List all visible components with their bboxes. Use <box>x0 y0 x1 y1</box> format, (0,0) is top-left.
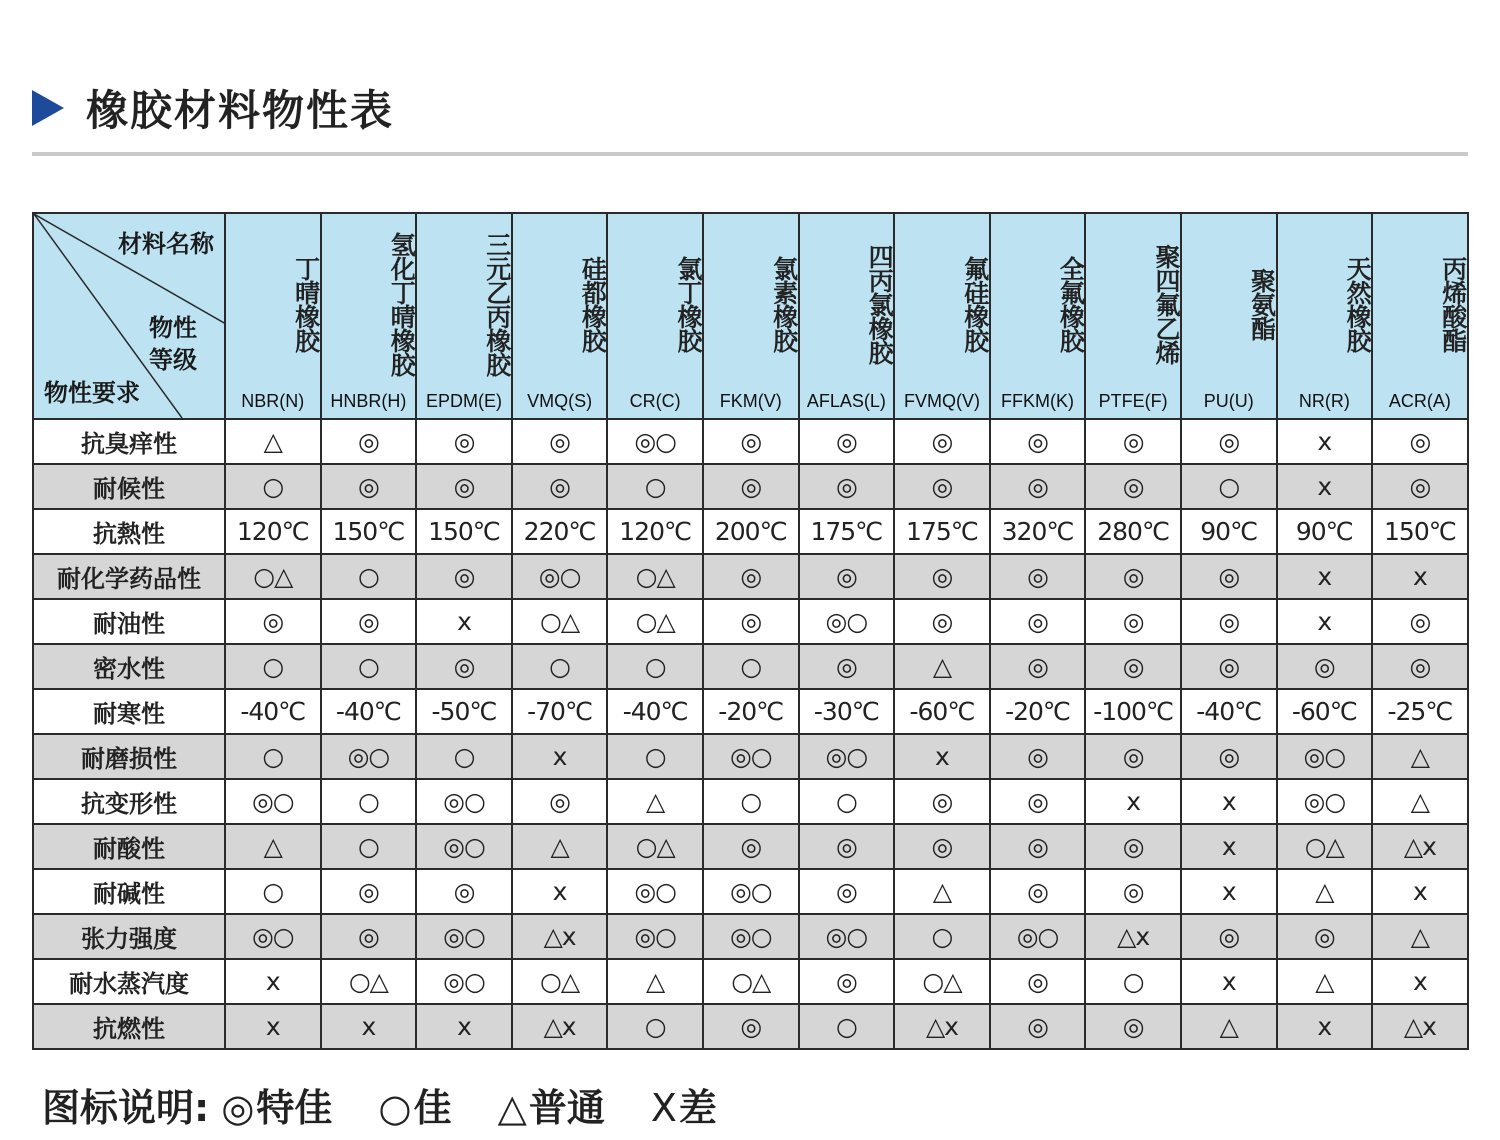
rating-cell: ○△ <box>607 824 703 869</box>
rating-cell: △ <box>894 644 990 689</box>
rating-cell: -40℃ <box>225 689 321 734</box>
rating-cell: ◎ <box>321 419 417 464</box>
rating-cell: ◎ <box>1085 419 1181 464</box>
rating-cell: ○△ <box>512 599 608 644</box>
rating-cell: ◎ <box>894 779 990 824</box>
rating-cell: ◎ <box>1085 1004 1181 1049</box>
rating-cell: △x <box>1372 1004 1468 1049</box>
rating-cell: ◎ <box>1085 824 1181 869</box>
material-code: AFLAS(L) <box>806 391 886 411</box>
rating-cell: ◎ <box>1085 464 1181 509</box>
corner-material-label: 材料名称 <box>118 230 214 258</box>
rating-cell: -40℃ <box>607 689 703 734</box>
rating-cell: ◎ <box>1181 734 1277 779</box>
rating-cell: ◎ <box>894 554 990 599</box>
rating-cell: x <box>1277 1004 1373 1049</box>
legend-item-poor <box>651 1077 717 1132</box>
property-label: 张力强度 <box>33 914 225 959</box>
rating-cell: ○ <box>607 464 703 509</box>
rating-cell: ◎ <box>416 419 512 464</box>
material-name: 四丙氯橡胶 <box>865 244 895 364</box>
rating-cell: 120℃ <box>607 509 703 554</box>
rating-cell: 220℃ <box>512 509 608 554</box>
material-name: 丙烯酸酯 <box>1438 256 1468 352</box>
rating-cell: ◎ <box>1372 644 1468 689</box>
rating-cell: ◎ <box>990 824 1086 869</box>
rating-cell: △ <box>225 824 321 869</box>
rating-cell: 150℃ <box>321 509 417 554</box>
rating-cell: x <box>321 1004 417 1049</box>
rating-cell: ◎○ <box>703 734 799 779</box>
rating-cell: ○△ <box>607 599 703 644</box>
table-row <box>33 959 1468 1004</box>
table-row <box>33 914 1468 959</box>
property-label: 耐碱性 <box>33 869 225 914</box>
rating-cell: ○ <box>703 779 799 824</box>
material-code: EPDM(E) <box>425 391 502 411</box>
property-label: 耐酸性 <box>33 824 225 869</box>
table-row <box>33 644 1468 689</box>
rating-cell: ○ <box>799 779 895 824</box>
property-label: 耐化学药品性 <box>33 554 225 599</box>
rating-cell: ◎ <box>1372 419 1468 464</box>
material-header-cell <box>512 213 608 419</box>
property-label: 密水性 <box>33 644 225 689</box>
table-row <box>33 464 1468 509</box>
material-code: PU(U) <box>1203 391 1254 411</box>
rating-cell: △x <box>1085 914 1181 959</box>
table-header-row <box>33 213 1468 419</box>
legend-item-excellent <box>221 1077 332 1132</box>
rating-cell: ◎ <box>990 554 1086 599</box>
rating-cell: x <box>416 1004 512 1049</box>
rating-cell: x <box>225 959 321 1004</box>
material-header-cell <box>1181 213 1277 419</box>
rating-cell: ◎ <box>799 644 895 689</box>
table-row <box>33 824 1468 869</box>
rating-cell: ○ <box>321 824 417 869</box>
rating-cell: 120℃ <box>225 509 321 554</box>
rating-cell: ◎ <box>1085 644 1181 689</box>
rating-cell: ◎ <box>894 464 990 509</box>
rating-cell: ◎ <box>512 419 608 464</box>
rating-cell: ◎○ <box>512 554 608 599</box>
material-code: ACR(A) <box>1388 391 1451 411</box>
rating-cell: x <box>1372 554 1468 599</box>
rating-cell: ○ <box>607 644 703 689</box>
property-label: 抗臭痒性 <box>33 419 225 464</box>
rating-cell: ◎○ <box>607 869 703 914</box>
legend-text: 佳 <box>413 1085 452 1130</box>
rating-cell: △ <box>607 779 703 824</box>
rating-cell: ○△ <box>225 554 321 599</box>
material-code: NR(R) <box>1298 391 1350 411</box>
rating-cell: ◎ <box>990 464 1086 509</box>
material-code: PTFE(F) <box>1098 391 1168 411</box>
rating-cell: ◎ <box>1085 734 1181 779</box>
corner-header-cell <box>33 213 225 419</box>
property-label: 抗熱性 <box>33 509 225 554</box>
rating-cell: ◎ <box>321 464 417 509</box>
rating-cell: ◎ <box>799 824 895 869</box>
material-header-cell <box>799 213 895 419</box>
rating-cell: ◎ <box>990 419 1086 464</box>
table-row <box>33 1004 1468 1049</box>
rating-cell: ◎ <box>1277 644 1373 689</box>
property-label: 耐候性 <box>33 464 225 509</box>
rating-cell: ◎ <box>512 779 608 824</box>
rating-cell: ◎ <box>894 599 990 644</box>
rating-cell: ◎ <box>799 869 895 914</box>
rating-cell: △ <box>1372 734 1468 779</box>
rating-cell: ◎ <box>990 959 1086 1004</box>
table-row <box>33 419 1468 464</box>
property-label: 抗燃性 <box>33 1004 225 1049</box>
legend-text: 差 <box>678 1085 717 1130</box>
rating-cell: -60℃ <box>1277 689 1373 734</box>
rating-cell: ◎○ <box>1277 734 1373 779</box>
rating-cell: ◎ <box>416 644 512 689</box>
rating-cell: ○ <box>1181 464 1277 509</box>
rating-cell: x <box>1181 824 1277 869</box>
rating-cell: ◎ <box>703 824 799 869</box>
material-name: 硅都橡胶 <box>578 256 608 352</box>
rating-cell: -70℃ <box>512 689 608 734</box>
cross-icon: X <box>650 1085 677 1130</box>
rating-cell: -25℃ <box>1372 689 1468 734</box>
rating-cell: ◎○ <box>225 914 321 959</box>
page-title: 橡胶材料物性表 <box>86 86 395 135</box>
material-header-cell <box>1372 213 1468 419</box>
rating-cell: ○ <box>607 1004 703 1049</box>
rating-cell: ○ <box>416 734 512 779</box>
rating-cell: ◎○ <box>225 779 321 824</box>
rating-cell: x <box>894 734 990 779</box>
legend-text: 特佳 <box>256 1085 333 1130</box>
rating-cell: x <box>225 1004 321 1049</box>
material-name: 聚四氟乙烯 <box>1151 244 1181 364</box>
rating-cell: 320℃ <box>990 509 1086 554</box>
rating-cell: ○ <box>799 1004 895 1049</box>
rating-cell: ◎ <box>894 824 990 869</box>
rating-cell: △ <box>1372 914 1468 959</box>
rating-cell: ◎ <box>416 464 512 509</box>
rating-cell: 90℃ <box>1277 509 1373 554</box>
legend-item-fair <box>498 1077 605 1132</box>
rating-cell: ◎ <box>1181 914 1277 959</box>
rating-cell: ◎○ <box>416 779 512 824</box>
rating-cell: ○ <box>225 644 321 689</box>
rating-cell: 90℃ <box>1181 509 1277 554</box>
rating-cell: 175℃ <box>894 509 990 554</box>
legend <box>42 1078 763 1130</box>
rating-cell: x <box>1277 419 1373 464</box>
material-name: 氟硅橡胶 <box>960 256 990 352</box>
rating-cell: x <box>1277 554 1373 599</box>
rating-cell: ◎ <box>1181 419 1277 464</box>
rating-cell: ◎ <box>894 419 990 464</box>
rating-cell: x <box>512 869 608 914</box>
rating-cell: -20℃ <box>703 689 799 734</box>
rating-cell: 150℃ <box>416 509 512 554</box>
rating-cell: -40℃ <box>321 689 417 734</box>
rating-cell: -100℃ <box>1085 689 1181 734</box>
material-code: FFKM(K) <box>1001 391 1075 411</box>
rating-cell: ◎○ <box>990 914 1086 959</box>
rating-cell: △x <box>1372 824 1468 869</box>
material-header-cell <box>703 213 799 419</box>
rating-cell: x <box>1277 599 1373 644</box>
material-header-cell <box>225 213 321 419</box>
material-name: 聚氨酯 <box>1247 268 1277 340</box>
rating-cell: ◎ <box>703 599 799 644</box>
table-row <box>33 599 1468 644</box>
material-code: VMQ(S) <box>527 391 593 411</box>
material-code: FVMQ(V) <box>903 391 980 411</box>
table-body <box>33 419 1468 1049</box>
table-row <box>33 779 1468 824</box>
material-code: HNBR(H) <box>330 391 407 411</box>
rating-cell: ◎ <box>703 554 799 599</box>
rating-cell: ◎ <box>1181 644 1277 689</box>
rating-cell: ○△ <box>894 959 990 1004</box>
rating-cell: ◎ <box>990 644 1086 689</box>
corner-grade-label <box>149 312 197 376</box>
rating-cell: x <box>1372 959 1468 1004</box>
material-name: 全氟橡胶 <box>1056 256 1086 352</box>
rating-cell: ◎ <box>1372 464 1468 509</box>
property-label: 抗变形性 <box>33 779 225 824</box>
rating-cell: ◎ <box>990 599 1086 644</box>
rating-cell: ◎○ <box>799 734 895 779</box>
rating-cell: ○ <box>225 734 321 779</box>
property-label: 耐油性 <box>33 599 225 644</box>
rating-cell: ◎ <box>990 1004 1086 1049</box>
material-header-cell <box>990 213 1086 419</box>
table-row <box>33 734 1468 779</box>
rating-cell: 175℃ <box>799 509 895 554</box>
material-header-cell <box>894 213 990 419</box>
legend-label: 图标说明: <box>42 1085 210 1130</box>
rating-cell: x <box>1181 959 1277 1004</box>
property-label: 耐寒性 <box>33 689 225 734</box>
rating-cell: ◎ <box>416 554 512 599</box>
rating-cell: ○ <box>321 779 417 824</box>
rating-cell: x <box>1085 779 1181 824</box>
rating-cell: -40℃ <box>1181 689 1277 734</box>
rating-cell: △ <box>1277 869 1373 914</box>
rating-cell: ○△ <box>607 554 703 599</box>
rating-cell: x <box>416 599 512 644</box>
title-bar <box>32 78 394 138</box>
rating-cell: ◎ <box>703 1004 799 1049</box>
rating-cell: △x <box>512 914 608 959</box>
rating-cell: ◎ <box>1181 599 1277 644</box>
rating-cell: ◎○ <box>799 599 895 644</box>
material-header-cell <box>1085 213 1181 419</box>
material-code: FKM(V) <box>719 391 782 411</box>
rating-cell: △ <box>1277 959 1373 1004</box>
table-row <box>33 869 1468 914</box>
rating-cell: ◎ <box>799 554 895 599</box>
table-row <box>33 509 1468 554</box>
rating-cell: ◎ <box>512 464 608 509</box>
rating-cell: ◎○ <box>607 419 703 464</box>
rating-cell: ◎○ <box>703 914 799 959</box>
rating-cell: ○ <box>321 644 417 689</box>
rating-cell: -20℃ <box>990 689 1086 734</box>
material-name: 氯丁橡胶 <box>673 256 703 352</box>
rating-cell: ◎ <box>703 464 799 509</box>
material-header-cell <box>321 213 417 419</box>
rating-cell: x <box>1181 869 1277 914</box>
rating-cell: ◎ <box>225 599 321 644</box>
rating-cell: ◎ <box>1085 554 1181 599</box>
rating-cell: ◎○ <box>799 914 895 959</box>
rating-cell: △x <box>894 1004 990 1049</box>
rating-cell: ○△ <box>321 959 417 1004</box>
rating-cell: x <box>1372 869 1468 914</box>
table-row <box>33 554 1468 599</box>
rating-cell: ◎ <box>799 464 895 509</box>
material-header-cell <box>607 213 703 419</box>
rating-cell: ◎ <box>321 599 417 644</box>
rating-cell: ◎○ <box>416 914 512 959</box>
rating-cell: ○ <box>321 554 417 599</box>
rating-cell: △ <box>1372 779 1468 824</box>
rating-cell: ◎ <box>1372 599 1468 644</box>
rating-cell: ◎ <box>416 869 512 914</box>
rating-cell: ◎ <box>321 869 417 914</box>
corner-requirement-label: 物性要求 <box>44 379 140 407</box>
rating-cell: ◎ <box>321 914 417 959</box>
material-header-cell <box>1277 213 1373 419</box>
triangle-icon: △ <box>497 1085 527 1130</box>
rating-cell: ○△ <box>1277 824 1373 869</box>
rating-cell: ◎ <box>799 959 895 1004</box>
title-divider <box>32 152 1468 156</box>
rating-cell: ○ <box>225 869 321 914</box>
rating-cell: 200℃ <box>703 509 799 554</box>
rating-cell: ○ <box>607 734 703 779</box>
rating-cell: x <box>1277 464 1373 509</box>
rating-cell: ◎ <box>703 419 799 464</box>
rating-cell: ◎ <box>990 869 1086 914</box>
rating-cell: ◎ <box>990 779 1086 824</box>
rating-cell: ◎○ <box>321 734 417 779</box>
rating-cell: -30℃ <box>799 689 895 734</box>
rating-cell: ○ <box>1085 959 1181 1004</box>
circle-icon: ○ <box>378 1085 412 1130</box>
rating-cell: 280℃ <box>1085 509 1181 554</box>
legend-text: 普通 <box>528 1085 605 1130</box>
rating-cell: ◎ <box>1181 554 1277 599</box>
material-name: 氢化丁晴橡胶 <box>387 232 417 376</box>
corner-grade-line-2: 等级 <box>149 346 197 374</box>
properties-table <box>32 212 1469 1050</box>
double-circle-icon: ◎ <box>221 1085 255 1130</box>
table-row <box>33 689 1468 734</box>
rating-cell: ◎ <box>799 419 895 464</box>
material-name: 三元乙丙橡胶 <box>482 232 512 376</box>
material-code: NBR(N) <box>241 391 305 411</box>
play-arrow-icon <box>32 90 64 126</box>
rating-cell: ○ <box>703 644 799 689</box>
rating-cell: ◎ <box>990 734 1086 779</box>
rating-cell: -60℃ <box>894 689 990 734</box>
material-code: CR(C) <box>629 391 681 411</box>
rating-cell: ◎○ <box>416 959 512 1004</box>
rating-cell: ○△ <box>512 959 608 1004</box>
material-name: 天然橡胶 <box>1343 256 1373 352</box>
rating-cell: △ <box>512 824 608 869</box>
rating-cell: ○△ <box>703 959 799 1004</box>
rating-cell: x <box>1181 779 1277 824</box>
property-label: 耐水蒸汽度 <box>33 959 225 1004</box>
rating-cell: ○ <box>225 464 321 509</box>
rating-cell: △ <box>607 959 703 1004</box>
rating-cell: ◎ <box>1277 914 1373 959</box>
rating-cell: ◎○ <box>607 914 703 959</box>
rating-cell: ◎ <box>1085 869 1181 914</box>
rating-cell: ○ <box>512 644 608 689</box>
rating-cell: △ <box>225 419 321 464</box>
rating-cell: ○ <box>894 914 990 959</box>
property-label: 耐磨损性 <box>33 734 225 779</box>
corner-grade-line-1: 物性 <box>149 314 197 342</box>
rating-cell: x <box>512 734 608 779</box>
rating-cell: ◎○ <box>1277 779 1373 824</box>
rating-cell: △ <box>894 869 990 914</box>
rating-cell: -50℃ <box>416 689 512 734</box>
legend-item-good <box>378 1077 451 1132</box>
rating-cell: △x <box>512 1004 608 1049</box>
rating-cell: 150℃ <box>1372 509 1468 554</box>
material-header-cell <box>416 213 512 419</box>
rating-cell: ◎○ <box>416 824 512 869</box>
rating-cell: ◎ <box>1085 599 1181 644</box>
rating-cell: △ <box>1181 1004 1277 1049</box>
material-name: 丁晴橡胶 <box>291 256 321 352</box>
rating-cell: ◎○ <box>703 869 799 914</box>
material-name: 氯素橡胶 <box>769 256 799 352</box>
